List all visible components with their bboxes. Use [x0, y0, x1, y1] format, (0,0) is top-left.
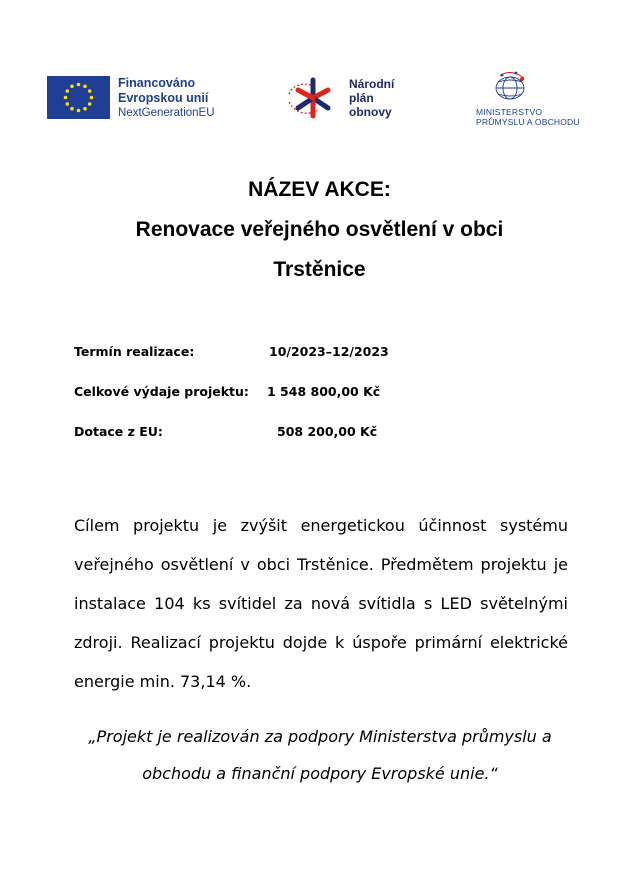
eu-logo-line2: Evropskou unií	[118, 91, 209, 105]
fact-value: 1 548 800,00 Kč	[267, 384, 381, 399]
support-quote: „Projekt je realizován za podpory Ministerstva průmyslu a obchodu a finanční podpory Evropské unie.“	[88, 727, 552, 783]
eu-logo-line3: NextGenerationEU	[118, 107, 215, 119]
fact-label: Dotace z EU:	[74, 424, 163, 439]
npo-logo	[283, 72, 394, 124]
eu-flag-icon	[47, 76, 110, 119]
title-line1: NÁZEV AKCE:	[248, 178, 391, 201]
page-title	[0, 170, 639, 290]
mpo-globe-icon	[482, 70, 538, 100]
npo-logo-line2: plán	[349, 91, 374, 105]
mpo-logo-line1: MINISTERSTVO	[476, 107, 543, 117]
title-line2: Renovace veřejného osvětlení v obci	[135, 218, 504, 241]
logo-header	[0, 68, 639, 128]
npo-logo-line3: obnovy	[349, 105, 392, 119]
mpo-logo-line2: PRŮMYSLU A OBCHODU	[476, 117, 580, 127]
npo-star-icon	[283, 72, 343, 124]
npo-logo-line1: Národní	[349, 77, 395, 91]
fact-value: 508 200,00 Kč	[277, 424, 378, 439]
fact-label: Celkové výdaje projektu:	[74, 384, 249, 399]
project-description: Cílem projektu je zvýšit energetickou účinnost systému veřejného osvětlení v obci Trstěnice. Předmětem projektu je instalace 104 ks svítidel za nová svítidla s LED světelnými zdroji. Realizací projektu dojde k úspoře primární elektrické energie min. 73,14 %.	[74, 516, 568, 691]
fact-label: Termín realizace:	[74, 344, 195, 359]
title-line3: Trstěnice	[273, 258, 366, 281]
eu-logo	[47, 76, 215, 121]
eu-logo-line1: Financováno	[118, 76, 196, 90]
mpo-logo	[476, 70, 596, 127]
fact-value: 10/2023–12/2023	[269, 344, 389, 359]
